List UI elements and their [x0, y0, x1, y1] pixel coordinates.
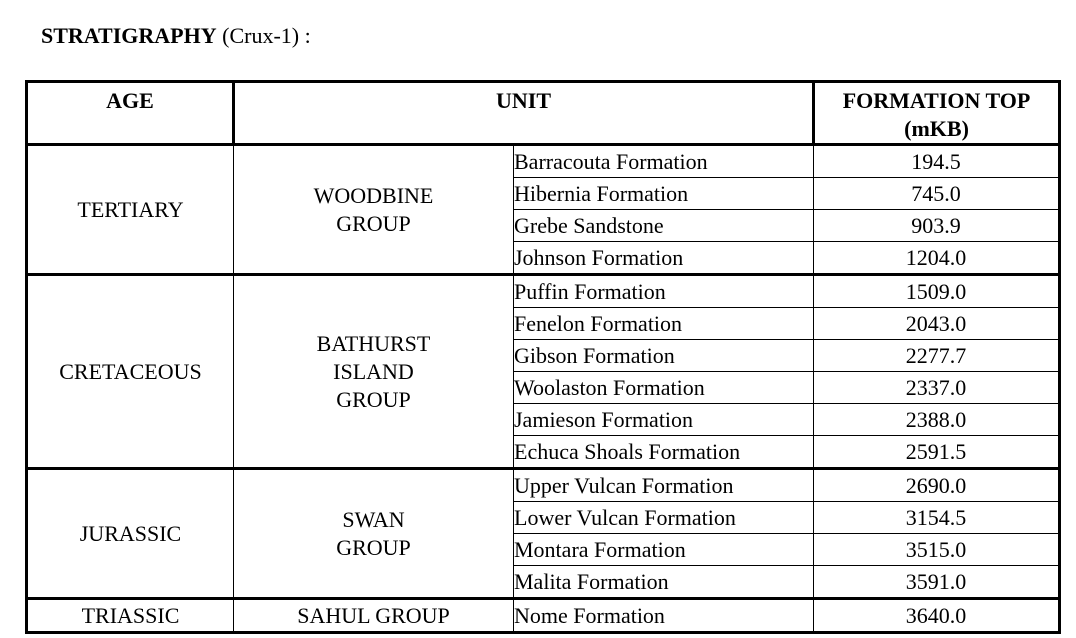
- group-name-line: SWAN: [342, 506, 405, 532]
- formation-name-cell: Fenelon Formation: [514, 308, 814, 340]
- formation-name-cell: Upper Vulcan Formation: [514, 469, 814, 502]
- table-header-row: [27, 82, 1060, 145]
- group-name-line: SAHUL GROUP: [297, 602, 450, 628]
- formation-name-cell: Montara Formation: [514, 534, 814, 566]
- document-title: [41, 22, 311, 50]
- formation-top-cell: 2043.0: [814, 308, 1060, 340]
- table-row: [27, 469, 1060, 502]
- header-age: AGE: [27, 82, 234, 145]
- title-heading: STRATIGRAPHY: [41, 23, 217, 48]
- header-formation-top-unit: (mKB): [904, 116, 969, 141]
- header-unit: UNIT: [234, 82, 814, 145]
- formation-name-cell: Barracouta Formation: [514, 145, 814, 178]
- formation-name-cell: Hibernia Formation: [514, 178, 814, 210]
- formation-top-cell: 3640.0: [814, 599, 1060, 633]
- formation-top-cell: 2690.0: [814, 469, 1060, 502]
- formation-top-cell: 3515.0: [814, 534, 1060, 566]
- formation-name-cell: Malita Formation: [514, 566, 814, 599]
- age-cell: TRIASSIC: [27, 599, 234, 633]
- age-cell: CRETACEOUS: [27, 275, 234, 469]
- formation-name-cell: Puffin Formation: [514, 275, 814, 308]
- table-row: [27, 275, 1060, 308]
- group-name-line: BATHURST: [316, 330, 431, 356]
- group-name-line: WOODBINE: [313, 182, 434, 208]
- formation-top-cell: 2388.0: [814, 404, 1060, 436]
- group-cell: [234, 145, 514, 275]
- formation-top-cell: 745.0: [814, 178, 1060, 210]
- formation-top-cell: 2591.5: [814, 436, 1060, 469]
- formation-name-cell: Echuca Shoals Formation: [514, 436, 814, 469]
- age-cell: TERTIARY: [27, 145, 234, 275]
- group-name-line: ISLAND: [333, 358, 414, 384]
- formation-top-cell: 3591.0: [814, 566, 1060, 599]
- formation-name-cell: Woolaston Formation: [514, 372, 814, 404]
- table-row: [27, 145, 1060, 178]
- formation-top-cell: 1204.0: [814, 242, 1060, 275]
- formation-name-cell: Lower Vulcan Formation: [514, 502, 814, 534]
- formation-name-cell: Grebe Sandstone: [514, 210, 814, 242]
- formation-top-cell: 903.9: [814, 210, 1060, 242]
- formation-top-cell: 194.5: [814, 145, 1060, 178]
- header-formation-top-label: FORMATION TOP: [842, 88, 1031, 113]
- group-name-line: GROUP: [336, 210, 411, 236]
- stratigraphy-table: [25, 80, 1061, 634]
- title-well-name: (Crux-1) :: [216, 23, 311, 48]
- formation-top-cell: 3154.5: [814, 502, 1060, 534]
- table-body: [27, 145, 1060, 633]
- group-name-line: GROUP: [336, 534, 411, 560]
- formation-name-cell: Johnson Formation: [514, 242, 814, 275]
- formation-name-cell: Nome Formation: [514, 599, 814, 633]
- table-row: [27, 599, 1060, 633]
- formation-name-cell: Gibson Formation: [514, 340, 814, 372]
- group-cell: [234, 599, 514, 633]
- formation-top-cell: 2277.7: [814, 340, 1060, 372]
- header-formation-top: [814, 82, 1060, 145]
- formation-name-cell: Jamieson Formation: [514, 404, 814, 436]
- group-cell: [234, 469, 514, 599]
- age-cell: JURASSIC: [27, 469, 234, 599]
- formation-top-cell: 2337.0: [814, 372, 1060, 404]
- group-cell: [234, 275, 514, 469]
- formation-top-cell: 1509.0: [814, 275, 1060, 308]
- group-name-line: GROUP: [336, 386, 411, 412]
